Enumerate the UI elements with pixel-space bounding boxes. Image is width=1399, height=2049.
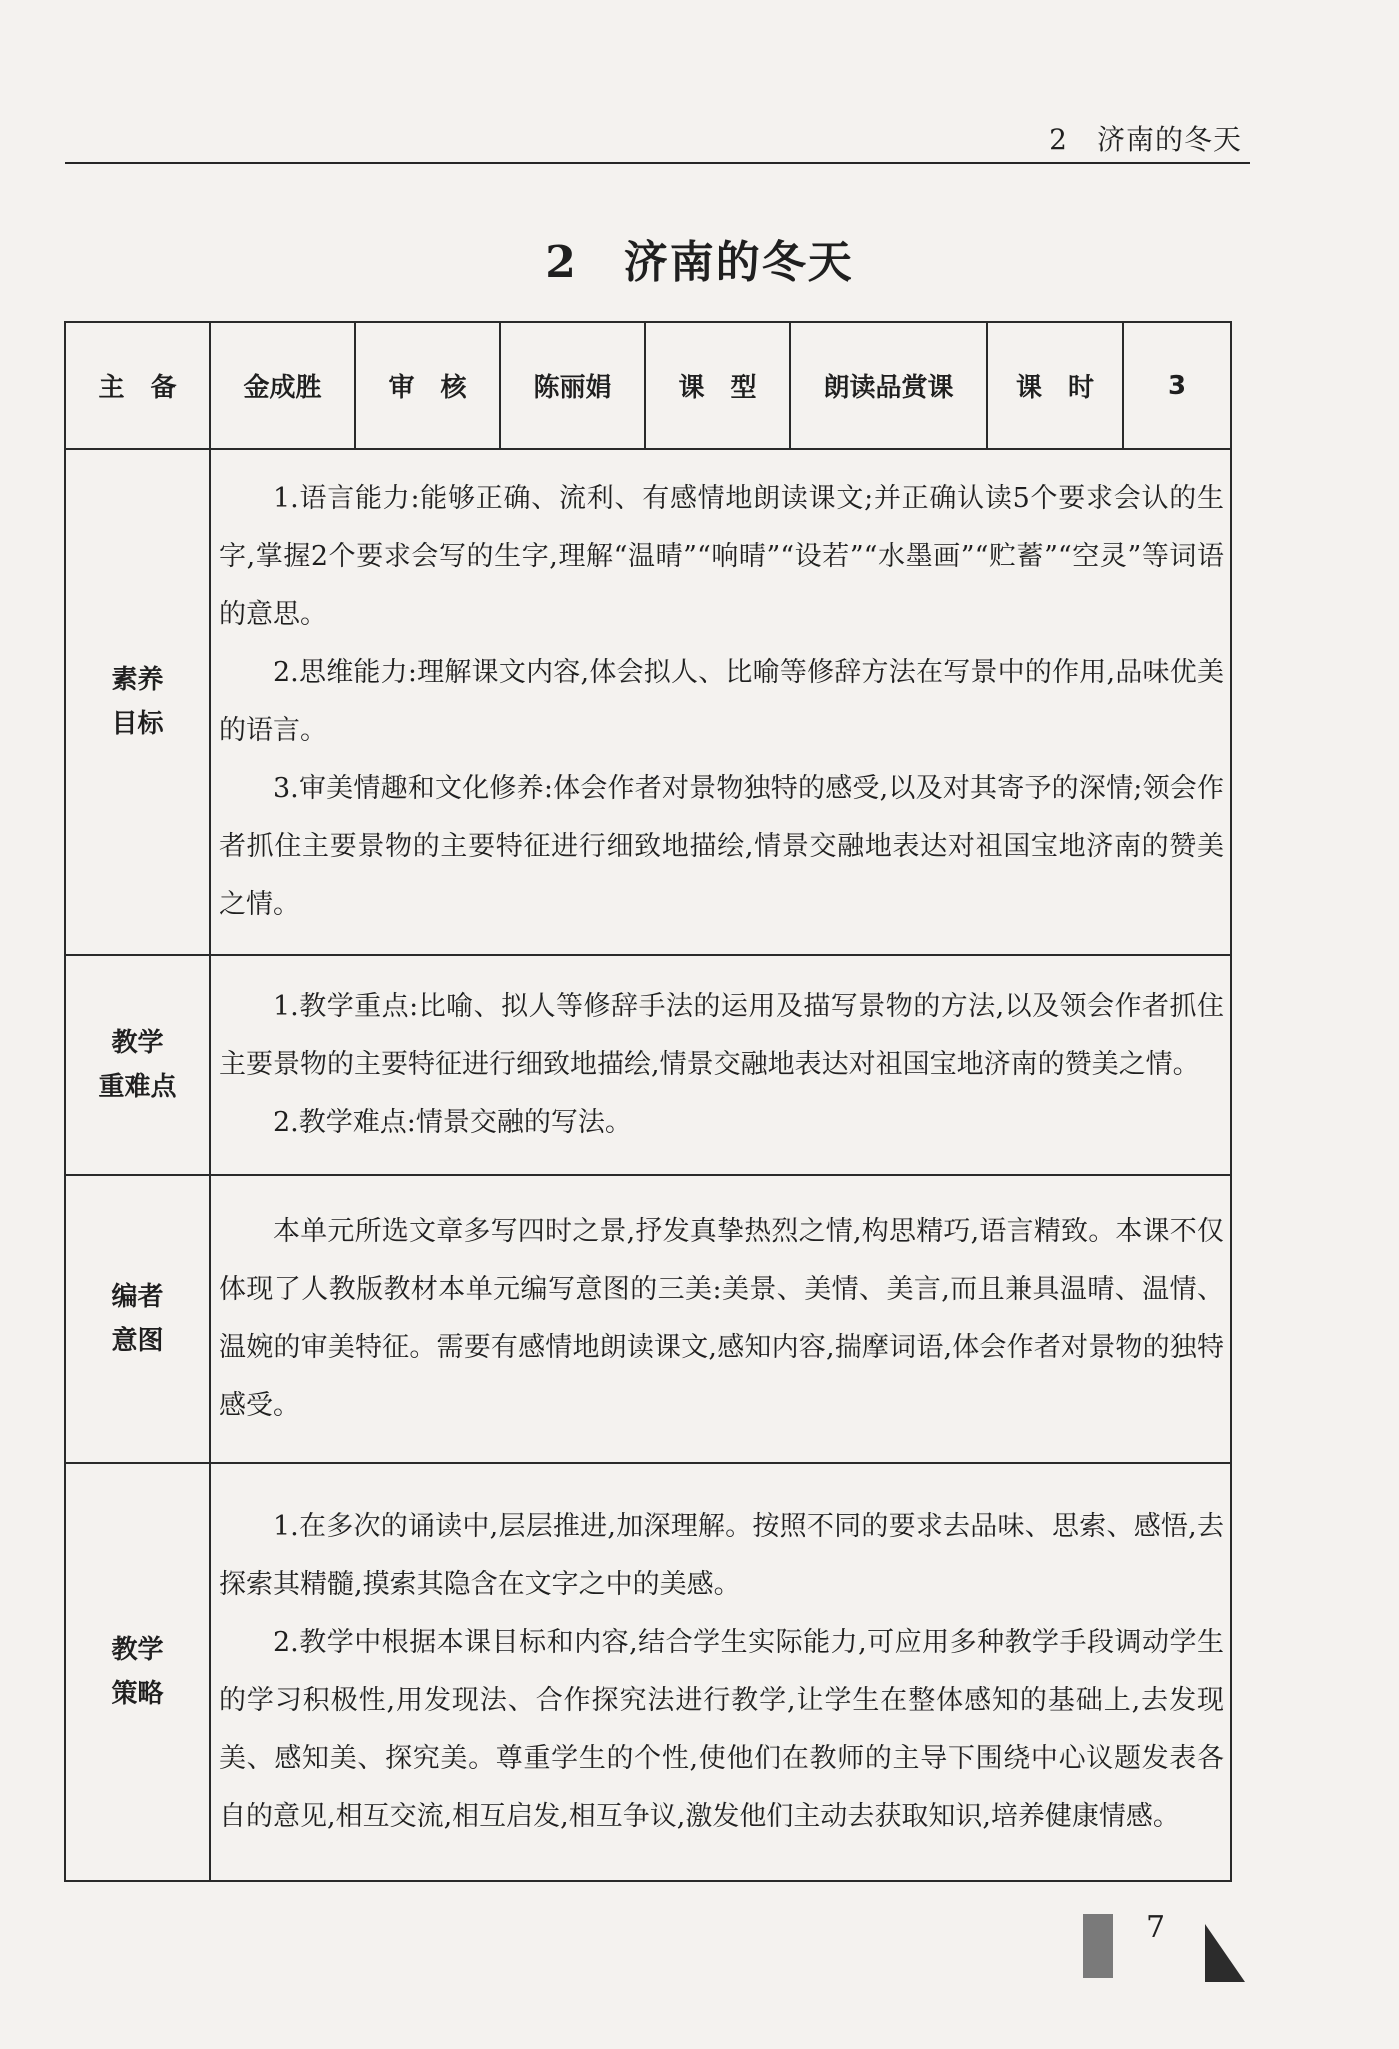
section-label-key-points bbox=[65, 955, 210, 1175]
lesson-plan-table bbox=[64, 321, 1232, 1882]
section-row-key-points bbox=[65, 955, 1231, 1175]
paragraph: 2.教学难点:情景交融的写法。 bbox=[273, 1107, 632, 1138]
section-content-key-points bbox=[210, 955, 1231, 1175]
label-line: 意图 bbox=[111, 1326, 164, 1356]
section-content-goals bbox=[210, 449, 1231, 955]
meta-value-reviewer: 陈丽娟 bbox=[500, 322, 645, 449]
section-label-strategy bbox=[65, 1463, 210, 1881]
paragraph: 2.思维能力:理解课文内容,体会拟人、比喻等修辞方法在写景中的作用,品味优美的语言。 bbox=[219, 657, 1224, 746]
paragraph: 3.审美情趣和文化修养:体会作者对景物独特的感受,以及对其寄予的深情;领会作者抓住主要景物的主要特征进行细致地描绘,情景交融地表达对祖国宝地济南的赞美之情。 bbox=[219, 773, 1224, 920]
paragraph: 1.在多次的诵读中,层层推进,加深理解。按照不同的要求去品味、思索、感悟,去探索其精髓,摸索其隐含在文字之中的美感。 bbox=[219, 1511, 1224, 1600]
header-title: 2 济南的冬天 bbox=[1049, 123, 1242, 156]
meta-label-preparer: 主 备 bbox=[65, 322, 210, 449]
section-label-intent bbox=[65, 1175, 210, 1463]
label-line: 教学 bbox=[111, 1635, 164, 1665]
section-row-intent bbox=[65, 1175, 1231, 1463]
label-line: 重难点 bbox=[98, 1072, 177, 1102]
meta-value-lesson-type: 朗读品赏课 bbox=[790, 322, 987, 449]
page-tab-marker bbox=[1083, 1914, 1113, 1978]
section-row-goals bbox=[65, 449, 1231, 955]
paragraph: 1.语言能力:能够正确、流利、有感情地朗读课文;并正确认读5个要求会认的生字,掌握2个要求会写的生字,理解“温晴”“响晴”“设若”“水墨画”“贮蓄”“空灵”等词语的意思。 bbox=[219, 483, 1224, 630]
section-row-strategy bbox=[65, 1463, 1231, 1881]
meta-label-lesson-type: 课 型 bbox=[645, 322, 790, 449]
label-line: 策略 bbox=[111, 1679, 164, 1709]
meta-label-reviewer: 审 核 bbox=[355, 322, 500, 449]
page-number: 7 bbox=[1146, 1910, 1166, 1945]
label-line: 编者 bbox=[111, 1282, 164, 1312]
lesson-title: 2 济南的冬天 bbox=[545, 237, 854, 288]
section-content-strategy bbox=[210, 1463, 1231, 1881]
corner-triangle-decoration bbox=[1205, 1924, 1245, 1982]
meta-label-class-hours: 课 时 bbox=[987, 322, 1123, 449]
label-line: 教学 bbox=[111, 1028, 164, 1058]
paragraph: 本单元所选文章多写四时之景,抒发真挚热烈之情,构思精巧,语言精致。本课不仅体现了人教版教材本单元编写意图的三美:美景、美情、美言,而且兼具温晴、温情、温婉的审美特征。需要有感情地朗读课文,感知内容,揣摩词语,体会作者对景物的独特感受。 bbox=[219, 1216, 1224, 1421]
label-line: 素养 bbox=[111, 665, 164, 695]
meta-value-preparer: 金成胜 bbox=[210, 322, 355, 449]
paragraph: 1.教学重点:比喻、拟人等修辞手法的运用及描写景物的方法,以及领会作者抓住主要景物的主要特征进行细致地描绘,情景交融地表达对祖国宝地济南的赞美之情。 bbox=[219, 991, 1224, 1080]
section-label-goals bbox=[65, 449, 210, 955]
meta-value-class-hours: 3 bbox=[1123, 322, 1231, 449]
meta-row bbox=[65, 322, 1231, 449]
label-line: 目标 bbox=[111, 709, 164, 739]
paragraph: 2.教学中根据本课目标和内容,结合学生实际能力,可应用多种教学手段调动学生的学习积极性,用发现法、合作探究法进行教学,让学生在整体感知的基础上,去发现美、感知美、探究美。尊重学生的个性,使他们在教师的主导下围绕中心议题发表各自的意见,相互交流,相互启发,相互争议,激发他们主动去获取知识,培养健康情感。 bbox=[219, 1627, 1224, 1832]
section-content-intent bbox=[210, 1175, 1231, 1463]
running-header bbox=[65, 112, 1250, 164]
